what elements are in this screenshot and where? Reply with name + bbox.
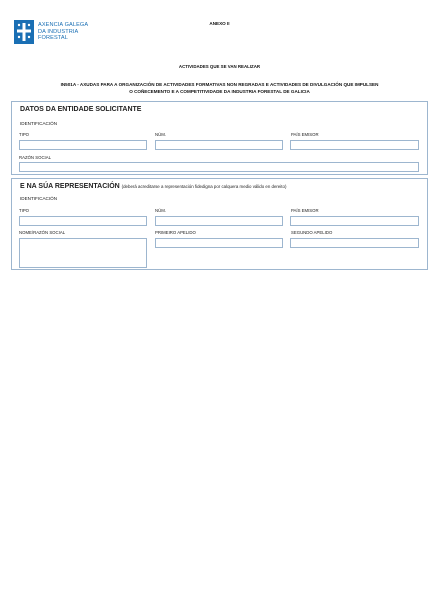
document-title: ACTIVIDADES QUE SE VAN REALIZAR xyxy=(178,64,261,69)
annex-label: ANEXO II xyxy=(209,21,230,26)
representative-heading-note: (deberá acreditarse a representación fidedigna por calquera medio válido en dereito) xyxy=(121,184,287,189)
applicant-num-field[interactable] xyxy=(155,140,283,150)
applicant-type-field[interactable] xyxy=(19,140,147,150)
agency-name-line-1: AXENCIA GALEGA xyxy=(38,22,89,29)
representative-identification-label: IDENTIFICACIÓN xyxy=(20,196,58,201)
applicant-business-name-label: RAZÓN SOCIAL xyxy=(19,155,51,160)
procedure-title-line-1: IN501A - AXUDAS PARA A ORGANIZACIÓN DE ACTIVIDADES FORMATIVAS NON REGRADAS E ACTIVIDADES DE DIVULGACIÓN QUE IMPULSEN xyxy=(60,82,379,87)
procedure-title-line-2: O COÑECEMENTO E A COMPETITIVIDADE DA INDUSTRIA FORESTAL DE GALICIA xyxy=(129,89,310,94)
applicant-country-field[interactable] xyxy=(290,140,419,150)
representative-type-field[interactable] xyxy=(19,216,147,226)
applicant-num-label: NÚM. xyxy=(155,132,166,137)
representative-surname1-field[interactable] xyxy=(155,238,283,248)
agency-name-line-2: DA INDUSTRIA xyxy=(38,28,79,35)
representative-type-label: TIPO xyxy=(19,208,30,213)
applicant-type-label: TIPO xyxy=(19,132,30,137)
representative-num-field[interactable] xyxy=(155,216,283,226)
representative-surname1-label: PRIMEIRO APELIDO xyxy=(155,230,196,235)
representative-country-field[interactable] xyxy=(290,216,419,226)
applicant-country-label: PAÍS EMISOR xyxy=(291,132,319,137)
applicant-heading: DATOS DA ENTIDADE SOLICITANTE xyxy=(20,106,142,113)
representative-name-field[interactable] xyxy=(19,238,147,268)
representative-surname2-field[interactable] xyxy=(290,238,419,248)
applicant-section xyxy=(11,101,428,175)
representative-heading-text: E NA SÚA REPRESENTACIÓN xyxy=(20,183,120,190)
applicant-identification-label: IDENTIFICACIÓN xyxy=(20,121,58,126)
representative-surname2-label: SEGUNDO APELIDO xyxy=(291,230,333,235)
representative-num-label: NÚM. xyxy=(155,208,166,213)
representative-section xyxy=(11,178,428,270)
agency-name-line-3: FORESTAL xyxy=(38,35,68,42)
procedure-title xyxy=(10,81,429,95)
representative-name-label: NOME/RAZÓN SOCIAL xyxy=(19,230,66,235)
representative-country-label: PAÍS EMISOR xyxy=(291,208,319,213)
applicant-business-name-field[interactable] xyxy=(19,162,419,172)
representative-heading xyxy=(20,183,286,190)
